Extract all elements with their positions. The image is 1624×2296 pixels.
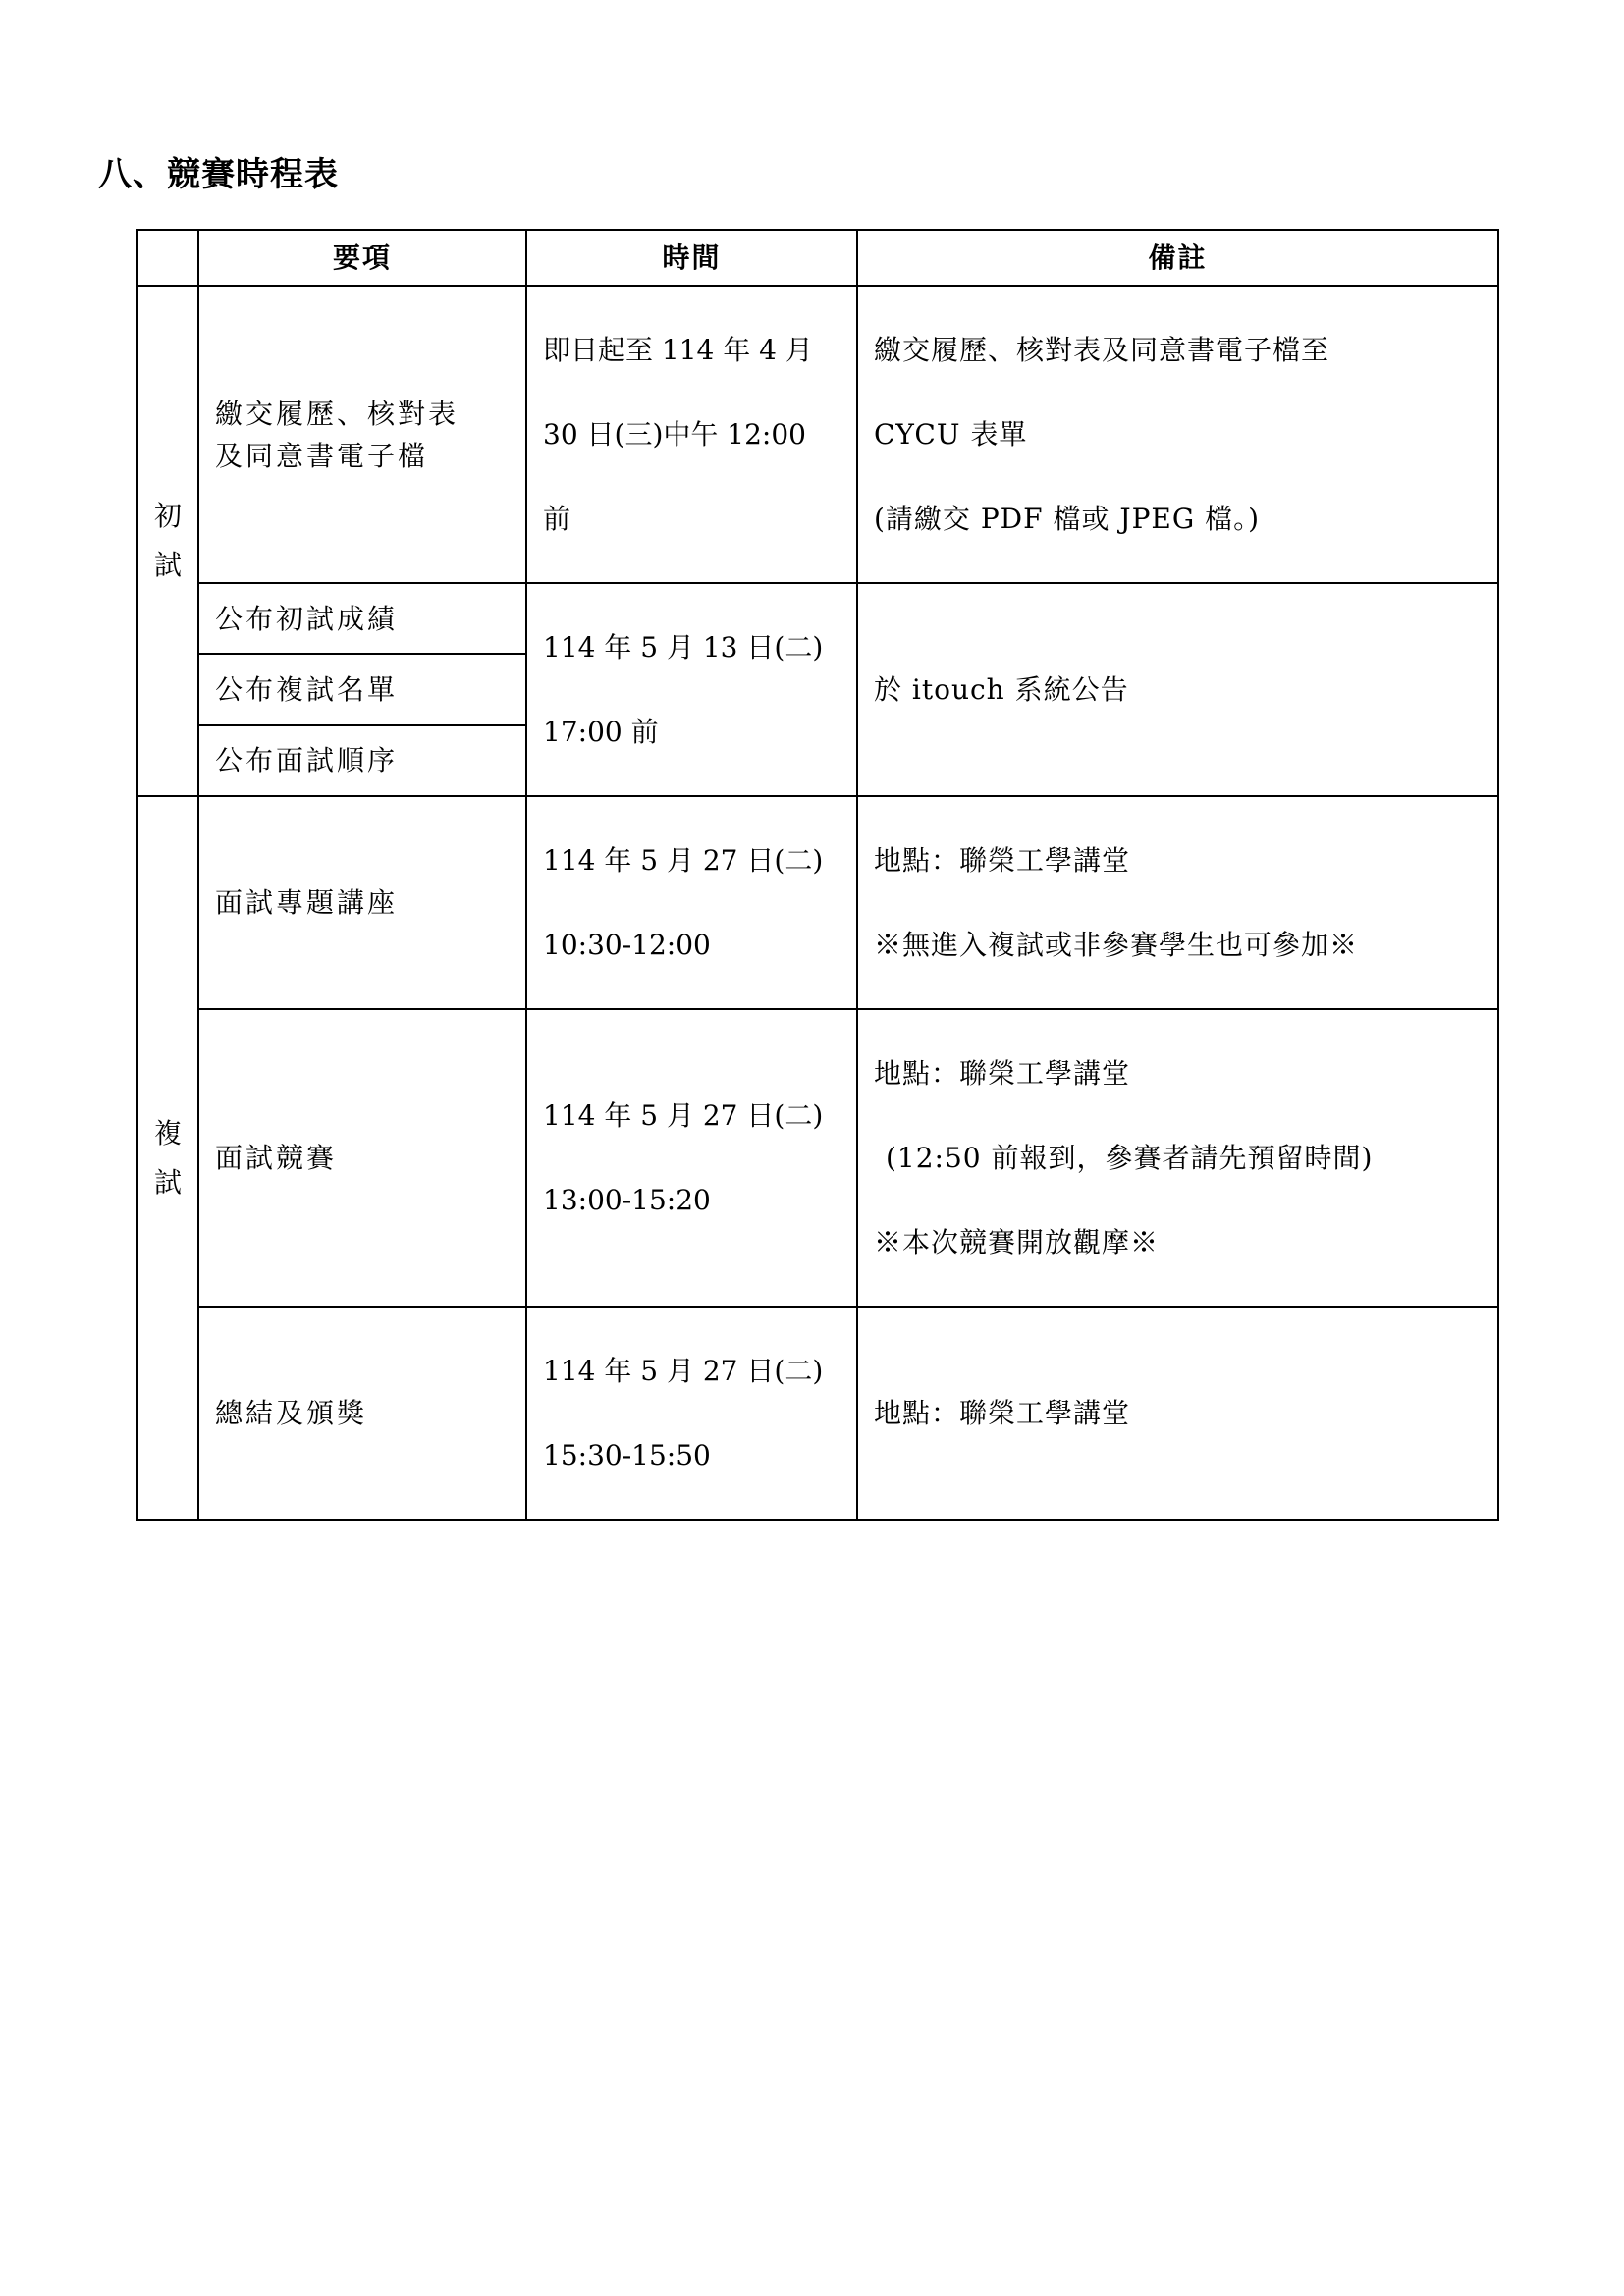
stage-final xyxy=(137,796,198,1520)
page-title: 八、競賽時程表 xyxy=(98,155,339,194)
stage-final-char-2: 試 xyxy=(154,1165,183,1199)
note-line: ※無進入複試或非參賽學生也可參加※ xyxy=(874,929,1359,961)
header-time: 時間 xyxy=(526,230,857,286)
time-line: 前 xyxy=(543,503,571,535)
table-header-row xyxy=(137,230,1498,286)
note-line: 於 itouch 系統公告 xyxy=(874,673,1129,706)
header-note: 備註 xyxy=(857,230,1498,286)
time-line: 17:00 前 xyxy=(543,716,659,748)
item-cell xyxy=(198,1307,526,1520)
note-cell xyxy=(857,286,1498,583)
stage-preliminary xyxy=(137,286,198,796)
header-item: 要項 xyxy=(198,230,526,286)
stage-preliminary-char-1: 初 xyxy=(154,500,183,532)
time-cell xyxy=(526,286,857,583)
note-line: 地點：聯榮工學講堂 xyxy=(874,1057,1131,1090)
stage-preliminary-char-2: 試 xyxy=(154,549,183,581)
header-stage xyxy=(137,230,198,286)
time-cell xyxy=(526,583,857,796)
item-line: 面試競賽 xyxy=(215,1142,338,1174)
note-cell xyxy=(857,796,1498,1009)
note-line: CYCU 表單 xyxy=(874,418,1028,451)
item-cell: 公布複試名單 xyxy=(198,654,526,724)
item-cell xyxy=(198,796,526,1009)
time-line: 13:00-15:20 xyxy=(543,1184,711,1216)
item-cell xyxy=(198,286,526,583)
note-line: 地點：聯榮工學講堂 xyxy=(874,1397,1131,1429)
time-line: 即日起至 114 年 4 月 xyxy=(543,334,813,366)
time-cell xyxy=(526,1009,857,1307)
item-cell: 公布面試順序 xyxy=(198,725,526,796)
time-cell xyxy=(526,1307,857,1520)
time-line: 114 年 5 月 13 日(二) xyxy=(543,631,824,664)
competition-schedule-table xyxy=(136,229,1499,1521)
item-cell xyxy=(198,1009,526,1307)
time-line: 114 年 5 月 27 日(二) xyxy=(543,1099,824,1132)
time-line: 30 日(三)中午 12:00 xyxy=(543,418,806,451)
item-line: 繳交履歷、核對表 xyxy=(215,397,460,430)
item-line: 總結及頒獎 xyxy=(215,1397,368,1429)
note-line: ※本次競賽開放觀摩※ xyxy=(874,1226,1160,1258)
item-line: 及同意書電子檔 xyxy=(215,439,429,472)
table-row xyxy=(137,583,1498,654)
time-line: 114 年 5 月 27 日(二) xyxy=(543,844,824,877)
note-cell xyxy=(857,583,1498,796)
item-line: 面試專題講座 xyxy=(215,886,399,919)
table-row xyxy=(137,1307,1498,1520)
note-line: 繳交履歷、核對表及同意書電子檔至 xyxy=(874,334,1330,366)
table-row xyxy=(137,286,1498,583)
stage-final-char-1: 複 xyxy=(154,1116,183,1149)
table-row xyxy=(137,796,1498,1009)
time-line: 114 年 5 月 27 日(二) xyxy=(543,1355,824,1387)
table-row xyxy=(137,1009,1498,1307)
note-line: 地點：聯榮工學講堂 xyxy=(874,844,1131,877)
item-cell: 公布初試成績 xyxy=(198,583,526,654)
time-cell xyxy=(526,796,857,1009)
note-cell xyxy=(857,1307,1498,1520)
note-line: (12:50 前報到，參賽者請先預留時間) xyxy=(886,1142,1374,1174)
note-line: (請繳交 PDF 檔或 JPEG 檔。) xyxy=(874,503,1261,535)
time-line: 10:30-12:00 xyxy=(543,929,711,961)
time-line: 15:30-15:50 xyxy=(543,1439,711,1471)
note-cell xyxy=(857,1009,1498,1307)
